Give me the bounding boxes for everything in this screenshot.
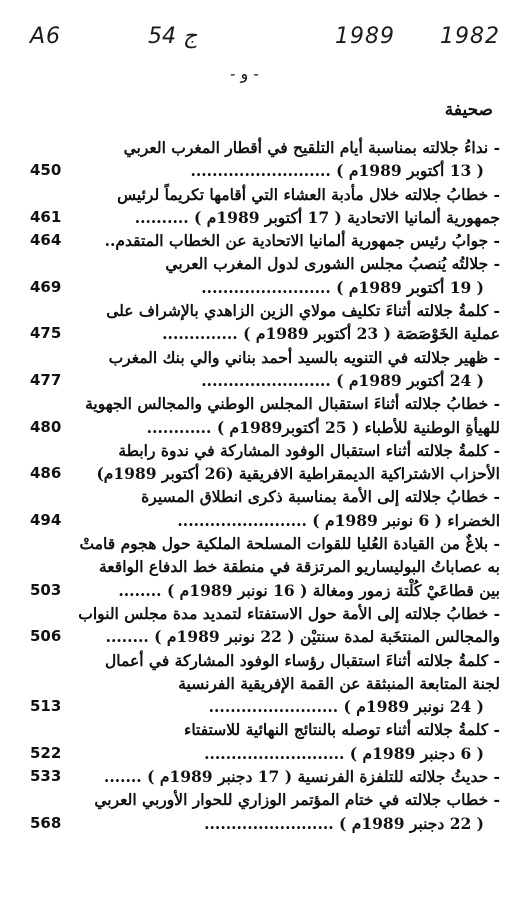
toc-page-number: 461 [30, 207, 62, 226]
toc-line [30, 511, 500, 534]
toc-line [30, 720, 500, 743]
toc-line-text: - خطابُ جلالته إلى الأمة حول الاستفتاء لتمديد مدة مجلس النواب [78, 603, 500, 623]
toc-line-text: جمهورية ألمانيا الاتحادية ( 17 أكتوبر 1989م ) .......... [134, 207, 500, 227]
toc-line [30, 371, 500, 394]
page-number: - و - [230, 64, 259, 83]
toc-line-text: ( 19 أكتوبر 1989م ) ........................ [201, 277, 484, 297]
toc-page-number: 522 [30, 743, 62, 762]
toc-line [30, 348, 500, 371]
toc-line [30, 534, 500, 557]
toc-line-text: - كلمةُ جلالته أثناء توصله بالنتائج النهائية للاستفتاء [184, 720, 500, 740]
toc-line [30, 138, 500, 161]
toc-line [30, 231, 500, 254]
toc-line-text: - جوابُ رئيس جمهورية ألمانيا الاتحادية عن الخطاب المتقدم.. [104, 231, 500, 251]
toc-line [30, 744, 500, 767]
toc-line [30, 441, 500, 464]
toc-line-text: الأحزاب الاشتراكية الديمقراطية الافريقية (26 أكتوبر 1989م) [96, 464, 500, 484]
toc-page-number: 503 [30, 580, 62, 599]
toc-line-text: بين قطاعَيْ كُلْتة زمور ومغالة ( 16 نونبر 1989م ) ........ [118, 580, 500, 600]
toc-line [30, 557, 500, 580]
toc-page-number: 486 [30, 464, 62, 483]
toc-line-text: عملية الخَوْصَصَة ( 23 أكتوبر 1989م ) .............. [162, 324, 500, 344]
toc-page-number: 464 [30, 231, 62, 250]
toc-page-number: 480 [30, 417, 62, 436]
handwritten-note: 54 ج [148, 24, 198, 49]
toc-page-number: 477 [30, 370, 62, 389]
toc-line [30, 581, 500, 604]
toc-line [30, 254, 500, 277]
toc-line [30, 464, 500, 487]
toc-line-text: - خطاب جلالته في ختام المؤتمر الوزاري للحوار الأوربي العربي [94, 790, 500, 810]
toc-line-text: - جلالتُه يُنصبُ مجلس الشورى لدول المغرب العربي [165, 254, 500, 274]
toc-page-number: 475 [30, 324, 62, 343]
page-column-header: صحيفة [444, 100, 493, 120]
toc-line [30, 697, 500, 720]
toc-page-number: 533 [30, 767, 62, 786]
toc-line [30, 418, 500, 441]
toc-line [30, 161, 500, 184]
toc-line-text: - حديثُ جلالته للتلفزة الفرنسية ( 17 دجنبر 1989م ) ....... [103, 767, 500, 787]
toc-line [30, 208, 500, 231]
toc-line [30, 185, 500, 208]
toc-line [30, 790, 500, 813]
toc-line-text: به عصاباتُ البوليساريو المرتزقة في منطقة خط الدفاع الواقعة [99, 557, 500, 577]
toc-line [30, 674, 500, 697]
toc-line [30, 324, 500, 347]
toc-line-text: ( 22 دجنبر 1989م ) ........................ [204, 813, 484, 833]
toc-line-text: - نداءُ جلالته بمناسبة أيام التلقيح في أقطار المغرب العربي [123, 138, 500, 157]
toc-line-text: ( 13 أكتوبر 1989م ) .......................... [190, 161, 484, 181]
toc-line-text: - خطابُ جلالته إلى الأمة بمناسبة ذكرى انطلاق المسيرة [141, 487, 500, 507]
handwritten-note: A6 [30, 24, 62, 49]
toc-line-text: - كلمةُ جلالته أثناء استقبال الوفود المشاركة في ندوة رابطة [118, 440, 500, 460]
toc-line-text: لجنة المتابعة المنبثقة عن القمة الإفريقية الفرنسية [178, 673, 500, 693]
toc-page-number: 450 [30, 161, 62, 180]
toc-line [30, 301, 500, 324]
toc-line-text: - خطابُ جلالته خلال مأدبة العشاء التي أقامها تكريماً لرئيس [117, 184, 500, 204]
toc-line-text: - كلمةُ جلالته أثناءَ تكليف مولاي الزين الزاهدي بالإشراف على [106, 301, 500, 321]
handwritten-note: 1982 [440, 24, 500, 49]
toc-line-text: الخضراء ( 6 نونبر 1989م ) ........................ [177, 510, 500, 530]
toc-line [30, 278, 500, 301]
toc-line-text: ( 24 نونبر 1989م ) ........................ [208, 697, 484, 717]
toc-line [30, 604, 500, 627]
toc-line-text: - خطابُ جلالته أثناءَ استقبال المجلس الوطني والمجالس الجهوية [85, 394, 500, 414]
toc-line [30, 487, 500, 510]
toc-line-text: - كلمةُ جلالته أثناءَ استقبال رؤساء الوفود المشاركة في أعمال [105, 650, 500, 670]
toc-line-text: والمجالس المنتخَبة لمدة سنتيْن ( 22 نونبر 1989م ) ........ [105, 627, 500, 647]
toc-line [30, 651, 500, 674]
toc-line [30, 767, 500, 790]
toc-line [30, 814, 500, 837]
toc-page-number: 494 [30, 510, 62, 529]
toc-line-text: ( 6 دجنبر 1989م ) .......................... [204, 743, 484, 763]
toc-page-number: 513 [30, 697, 62, 716]
toc-page-number: 469 [30, 277, 62, 296]
toc-page-number: 568 [30, 813, 62, 832]
toc-page-number: 506 [30, 627, 62, 646]
toc-line [30, 627, 500, 650]
toc-line-text: - بلاغٌ من القيادة العُليا للقوات المسلحة الملكية حول هجوم قامتْ [79, 534, 500, 554]
toc-line-text: للهيأةِ الوطنية للأطباء ( 25 أكتوبر1989م ) ............ [146, 417, 500, 437]
toc-line-text: ( 24 أكتوبر 1989م ) ........................ [201, 370, 484, 390]
handwritten-note: 1989 [335, 24, 395, 49]
table-of-contents [30, 138, 500, 837]
toc-line [30, 394, 500, 417]
toc-line-text: - ظهير جلالته في التنويه بالسيد أحمد بناني والي بنك المغرب [108, 347, 500, 367]
